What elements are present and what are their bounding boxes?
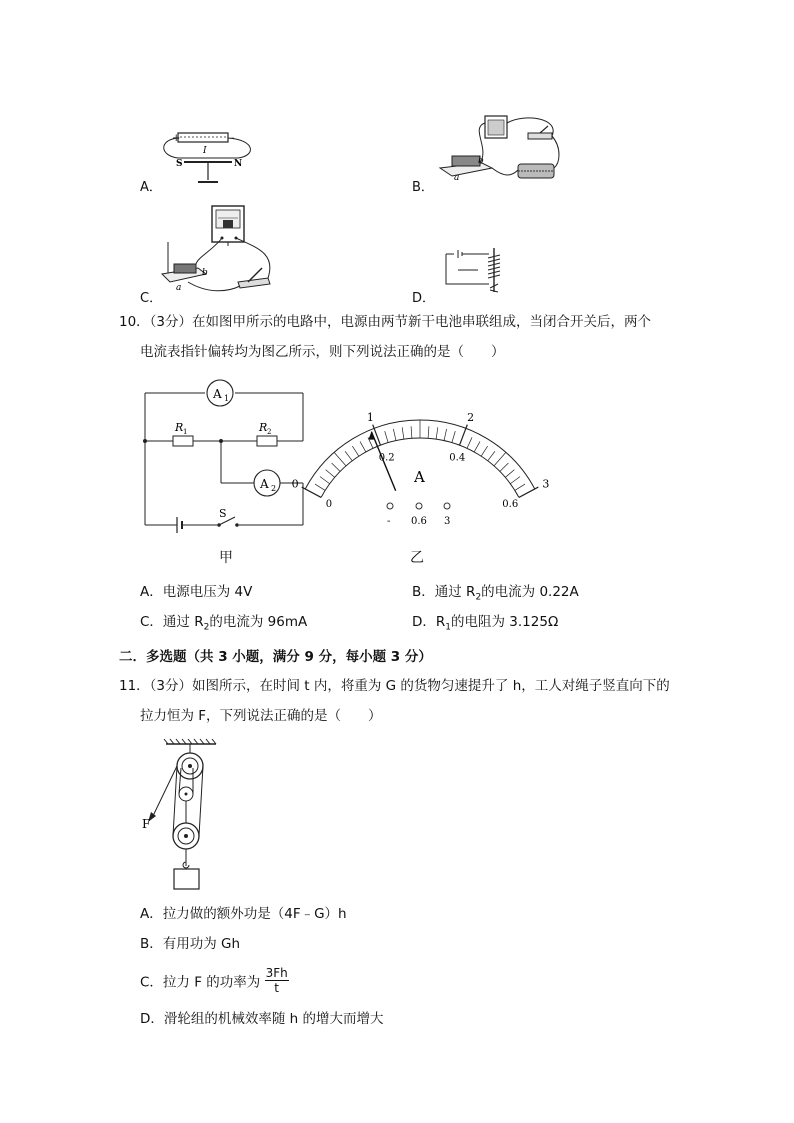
q11-option-c[interactable]: C．拉力 F 的功率为 $\frac{3Fh}{t}$ [140, 966, 288, 995]
dial-tick [334, 452, 346, 466]
q11-option-b[interactable]: B．有用功为 Gh [140, 936, 241, 952]
meter-unit: A [414, 468, 425, 486]
dial-tick [515, 484, 525, 490]
resistor-r1-symbol [173, 436, 193, 446]
terminal-minus: - [387, 516, 391, 527]
a2-sub: 2 [271, 484, 277, 493]
dial-tick [428, 426, 429, 438]
q11-stem-line1: 11．（3分）如图所示，在时间 t 内，将重为 G 的货物匀速提升了 h，工人对绳子竖直向下的 [119, 678, 670, 694]
dial-lower-label: 0.4 [449, 452, 466, 464]
dial-tick [452, 431, 455, 443]
section-title-multiple-choice: 二．多选题（共 3 小题，满分 9 分，每小题 3 分） [119, 649, 432, 665]
q11-pulley-system-diagram [138, 738, 238, 893]
dial-tick [481, 446, 488, 456]
dial-tick [500, 463, 509, 471]
dial-tick [360, 441, 366, 452]
dial-tick [436, 427, 438, 439]
q10-option-c[interactable]: C．通过 $R_2$的电流为 96mA [140, 614, 308, 633]
dial-tick [519, 487, 538, 497]
figure-caption-jia: 甲 [219, 550, 233, 566]
q9-a-s-pole: S [176, 159, 183, 169]
r1-sub: 1 [183, 428, 188, 436]
q9-a-n-pole: N [234, 159, 243, 169]
q9-a-minus: - [231, 133, 235, 144]
r2-label: R [259, 421, 268, 434]
q10-stem-line2: 电流表指针偏转均为图乙所示，则下列说法正确的是（ ） [140, 344, 505, 360]
dial-tick [326, 470, 335, 478]
q10-ammeter-dial [291, 400, 550, 532]
q9-option-b-label: B． [412, 180, 434, 195]
q11-option-d[interactable]: D．滑轮组的机械效率随 h 的增大而增大 [140, 1011, 384, 1027]
figure-caption-yi: 乙 [410, 550, 424, 566]
dial-tick [315, 484, 325, 490]
q9-option-c-label: C． [140, 291, 163, 306]
q9-a-current: I [203, 146, 207, 156]
a1-sub: 1 [224, 394, 230, 403]
r1-label: R [175, 421, 184, 434]
q10-stem-line1: 10．（3分）在如图甲所示的电路中，电源由两节新干电池串联组成，当闭合开关后，两个 [119, 314, 652, 330]
dial-upper-label: 0 [291, 477, 299, 491]
switch-label: S [219, 507, 227, 520]
q10-option-a[interactable]: A．电源电压为 4V [140, 584, 253, 600]
r2-sub: 2 [267, 428, 272, 436]
dial-tick [352, 446, 359, 456]
force-label-f: F [142, 817, 151, 831]
q11-option-a[interactable]: A．拉力做的额外功是（4F﹣G）h [140, 906, 347, 922]
a1-label: A [213, 387, 222, 401]
dial-tick [444, 429, 447, 441]
dial-lower-label: 0.2 [378, 452, 395, 464]
dial-tick [488, 451, 495, 461]
dial-tick [393, 429, 396, 441]
dial-tick [494, 452, 506, 466]
q10-option-b[interactable]: B．通过 $R_2$的电流为 0.22A [412, 584, 579, 603]
q9-b-a: a [454, 173, 460, 183]
dial-lower-label: 0.6 [502, 499, 519, 511]
q10-circuit-diagram [135, 375, 315, 535]
q9-option-a-label: A． [140, 180, 162, 195]
dial-tick [402, 427, 404, 439]
a2-label: A [260, 477, 269, 491]
terminal-0-6: 0.6 [411, 516, 427, 527]
power-fraction: $\frac{3Fh}{t}$ [265, 966, 288, 995]
dial-tick [474, 441, 480, 452]
q9-figure-a-electromagnet [158, 128, 258, 188]
dial-upper-label: 1 [366, 411, 374, 425]
q9-figure-d-coil-circuit [440, 244, 510, 296]
q9-a-plus: + [172, 133, 181, 144]
resistor-r2-symbol [257, 436, 277, 446]
dial-tick [332, 463, 341, 471]
load-block [174, 869, 199, 889]
terminal-3: 3 [444, 516, 451, 527]
dial-tick [510, 477, 520, 484]
q10-option-d[interactable]: D．$R_1$的电阻为 3.125Ω [412, 614, 559, 633]
dial-upper-label: 3 [542, 477, 550, 491]
q9-b-b: b [478, 156, 484, 166]
q9-option-d-label: D． [412, 291, 436, 306]
q9-figure-b-circuit [430, 108, 565, 188]
q9-c-a: a [176, 283, 182, 293]
dial-tick [411, 426, 412, 438]
dial-tick [467, 437, 472, 448]
dial-lower-label: 0 [325, 499, 333, 511]
q9-figure-c-galvanometer [158, 202, 283, 297]
q9-c-b: b [202, 268, 208, 278]
dial-upper-label: 2 [467, 411, 475, 425]
dial-tick [505, 470, 514, 478]
dial-tick [320, 477, 330, 484]
q11-stem-line2: 拉力恒为 F，下列说法正确的是（ ） [140, 708, 382, 724]
dial-tick [345, 451, 352, 461]
dial-tick [385, 431, 388, 443]
